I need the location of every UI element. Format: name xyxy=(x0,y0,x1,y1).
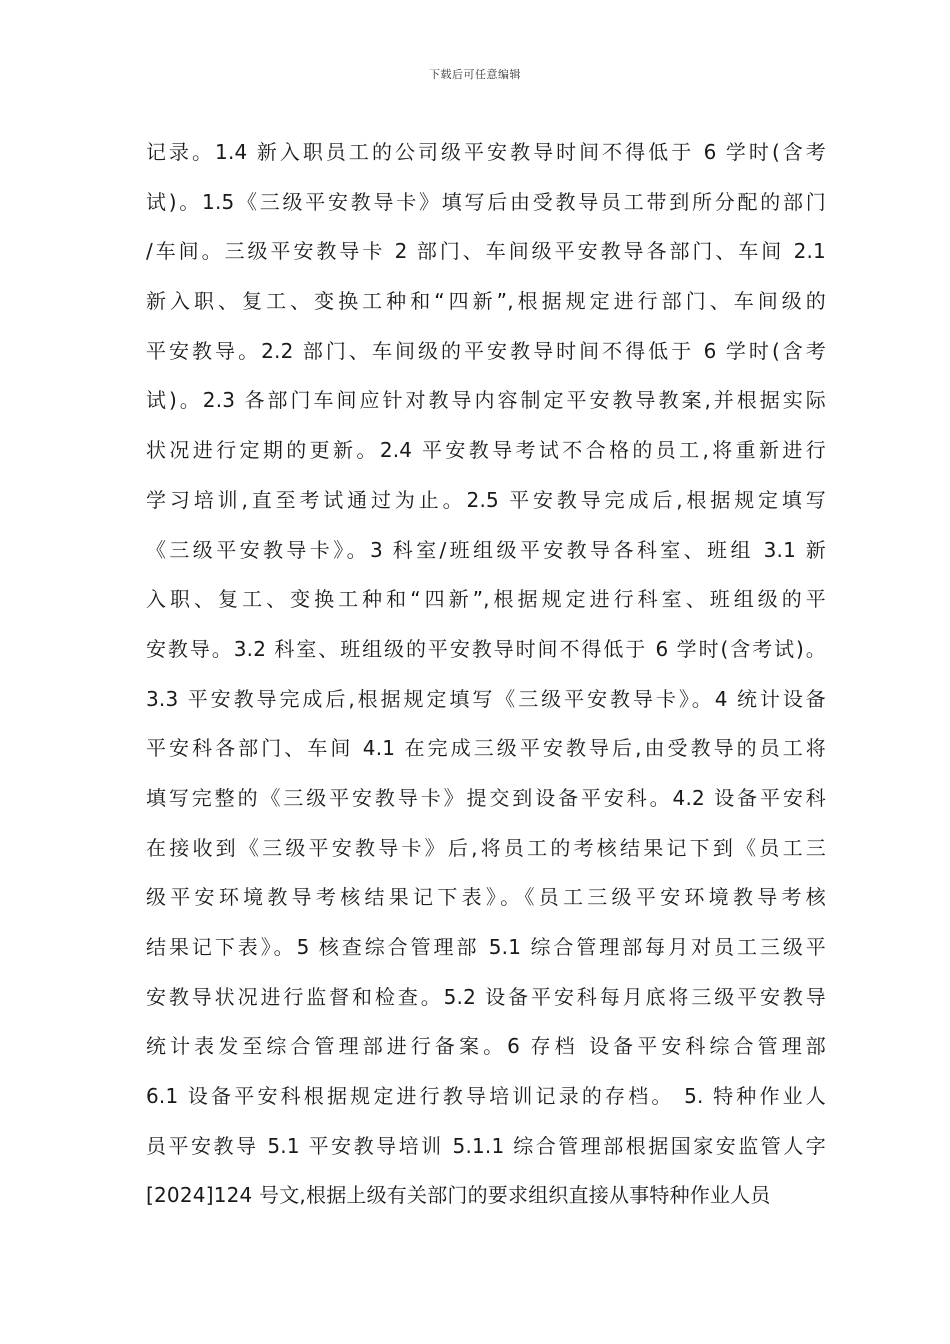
text-line: 试)。2.3 各部门车间应针对教导内容制定平安教导教案,并根据实际 xyxy=(146,388,826,413)
text-line: 级平安环境教导考核结果记下表》。《员工三级平安环境教导考核 xyxy=(146,885,826,910)
page-header: 下载后可任意编辑 xyxy=(429,68,521,81)
text-line: 安教导状况进行监督和检查。5.2 设备平安科每月底将三级平安教导 xyxy=(146,984,826,1009)
document-body xyxy=(146,128,826,1221)
text-line: 3.3 平安教导完成后,根据规定填写《三级平安教导卡》。4 统计设备 xyxy=(146,686,826,711)
text-line: 填写完整的《三级平安教导卡》提交到设备平安科。4.2 设备平安科 xyxy=(146,785,826,810)
text-line: 入职、复工、变换工种和“四新”,根据规定进行科室、班组级的平 xyxy=(146,587,826,612)
text-line: 状况进行定期的更新。2.4 平安教导考试不合格的员工,将重新进行 xyxy=(146,438,826,463)
text-line: [2024]124 号文,根据上级有关部门的要求组织直接从事特种作业人员 xyxy=(146,1183,771,1208)
text-line: 员平安教导 5.1 平安教导培训 5.1.1 综合管理部根据国家安监管人字 xyxy=(146,1133,826,1158)
text-line: 结果记下表》。5 核查综合管理部 5.1 综合管理部每月对员工三级平 xyxy=(146,935,826,959)
text-line: /车间。三级平安教导卡 2 部门、车间级平安教导各部门、车间 2.1 xyxy=(146,239,826,264)
text-line: 记录。1.4 新入职员工的公司级平安教导时间不得低于 6 学时(含考 xyxy=(146,140,826,164)
text-line: 平安科各部门、车间 4.1 在完成三级平安教导后,由受教导的员工将 xyxy=(146,736,826,761)
text-line: 《三级平安教导卡》。3 科室/班组级平安教导各科室、班组 3.1 新 xyxy=(146,537,826,562)
text-line: 6.1 设备平安科根据规定进行教导培训记录的存档。 5. 特种作业人 xyxy=(146,1084,826,1109)
text-line: 统计表发至综合管理部进行备案。6 存档 设备平安科综合管理部 xyxy=(146,1034,826,1059)
text-line: 学习培训,直至考试通过为止。2.5 平安教导完成后,根据规定填写 xyxy=(146,487,826,512)
text-line: 新入职、复工、变换工种和“四新”,根据规定进行部门、车间级的 xyxy=(146,289,826,314)
text-line: 试)。1.5《三级平安教导卡》填写后由受教导员工带到所分配的部门 xyxy=(146,189,826,214)
text-line: 平安教导。2.2 部门、车间级的平安教导时间不得低于 6 学时(含考 xyxy=(146,338,826,363)
text-line: 安教导。3.2 科室、班组级的平安教导时间不得低于 6 学时(含考试)。 xyxy=(146,636,826,661)
text-line: 在接收到《三级平安教导卡》后,将员工的考核结果记下到《员工三 xyxy=(146,835,826,860)
